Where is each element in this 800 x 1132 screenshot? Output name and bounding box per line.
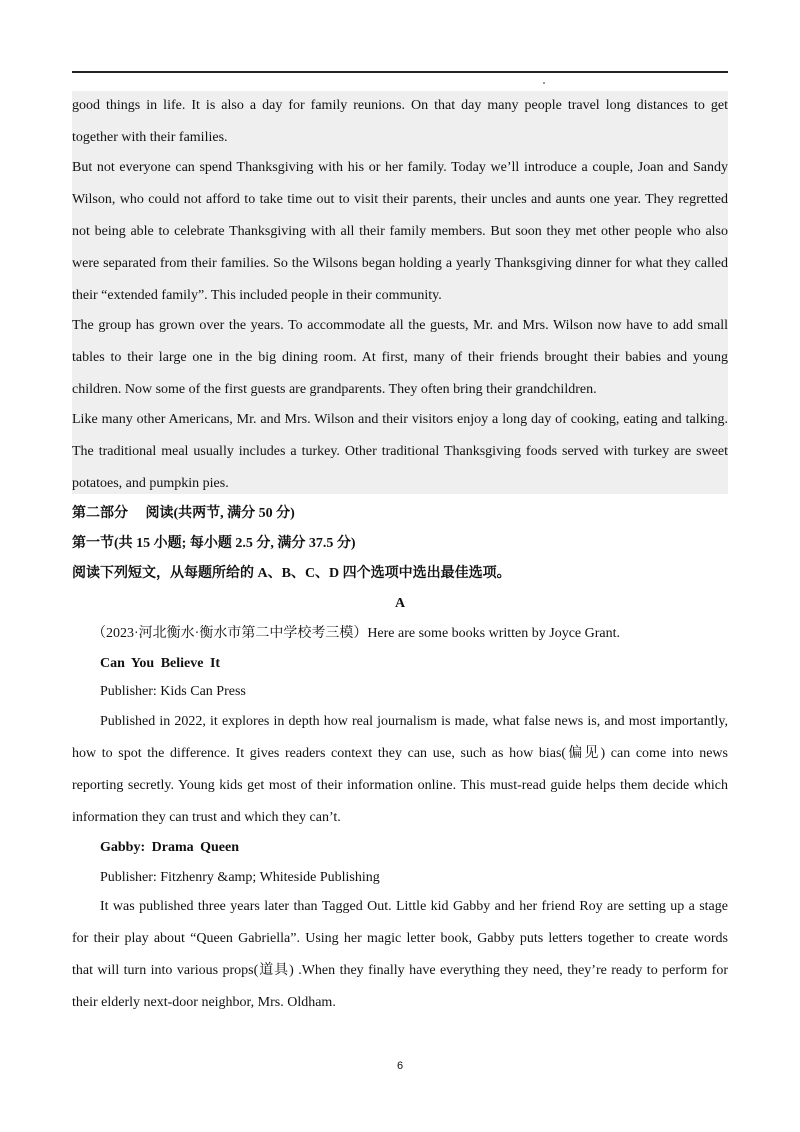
section-title: 第二部分 阅读(共两节, 满分 50 分) [72,506,295,521]
passage-line: potatoes, and pumpkin pies. [72,476,229,491]
passage-label: A [394,596,406,611]
page-number: 6 [396,1060,404,1072]
book-title: Can You Believe It [100,656,221,671]
passage-line: The traditional meal usually includes a turkey. Other traditional Thanksgiving foods served with turkey are sweet [72,444,728,459]
passage-line: But not everyone can spend Thanksgiving with his or her family. Today we’ll introduce a couple, Joan and Sandy [72,160,728,175]
source-line: （2023·河北衡水·衡水市第二中学校考三模）Here are some books written by Joyce Grant. [92,626,621,641]
book-description-line: reporting secretly. Young kids get most of their information online. This must-read guide helps them decide which [72,778,728,793]
passage-line: together with their families. [72,130,228,145]
passage-line: Wilson, who could not afford to take time out to visit their parents, their uncles and aunts one year. They regretted [72,192,728,207]
subsection-title: 第一节(共 15 小题; 每小题 2.5 分, 满分 37.5 分) [72,536,356,551]
passage-line: were separated from their families. So the Wilsons began holding a yearly Thanksgiving dinner for what they called [72,256,728,271]
passage-line: tables to their large one in the big dining room. At first, many of their friends brought their babies and young [72,350,728,365]
book-description-line: how to spot the difference. It gives readers context they can use, such as how bias(偏见) can come into news [72,746,728,761]
instruction: 阅读下列短文，从每题所给的 A、B、C、D 四个选项中选出最佳选项。 [72,566,511,581]
passage-line: their “extended family”. This included people in their community. [72,288,442,303]
book-description-line: information they can trust and which they can’t. [72,810,341,825]
book-description-line: that will turn into various props(道具) .When they finally have everything they need, they’re ready to perform for [72,963,728,978]
passage-line: not being able to celebrate Thanksgiving with all their family members. But soon they met other people who also [72,224,728,239]
book-title: Gabby: Drama Queen [100,840,239,855]
book-description-line: their elderly next-door neighbor, Mrs. Oldham. [72,995,336,1010]
book-publisher: Publisher: Fitzhenry &amp; Whiteside Publishing [100,870,380,885]
passage-line: The group has grown over the years. To accommodate all the guests, Mr. and Mrs. Wilson now have to add small [72,318,728,333]
book-description-line: Published in 2022, it explores in depth how real journalism is made, what false news is, and most importantly, [100,714,728,729]
passage-line: Like many other Americans, Mr. and Mrs. Wilson and their visitors enjoy a long day of cooking, eating and talking. [72,412,728,427]
book-description-line: for their play about “Queen Gabriella”. Using her magic letter book, Gabby puts letters together to create words [72,931,728,946]
book-publisher: Publisher: Kids Can Press [100,684,246,699]
header-dot [543,82,545,84]
book-description-line: It was published three years later than Tagged Out. Little kid Gabby and her friend Roy are setting up a stage [100,899,728,914]
passage-line: good things in life. It is also a day for family reunions. On that day many people travel long distances to get [72,98,728,113]
passage-line: children. Now some of the first guests are grandparents. They often bring their grandchildren. [72,382,597,397]
header-rule [72,71,728,73]
